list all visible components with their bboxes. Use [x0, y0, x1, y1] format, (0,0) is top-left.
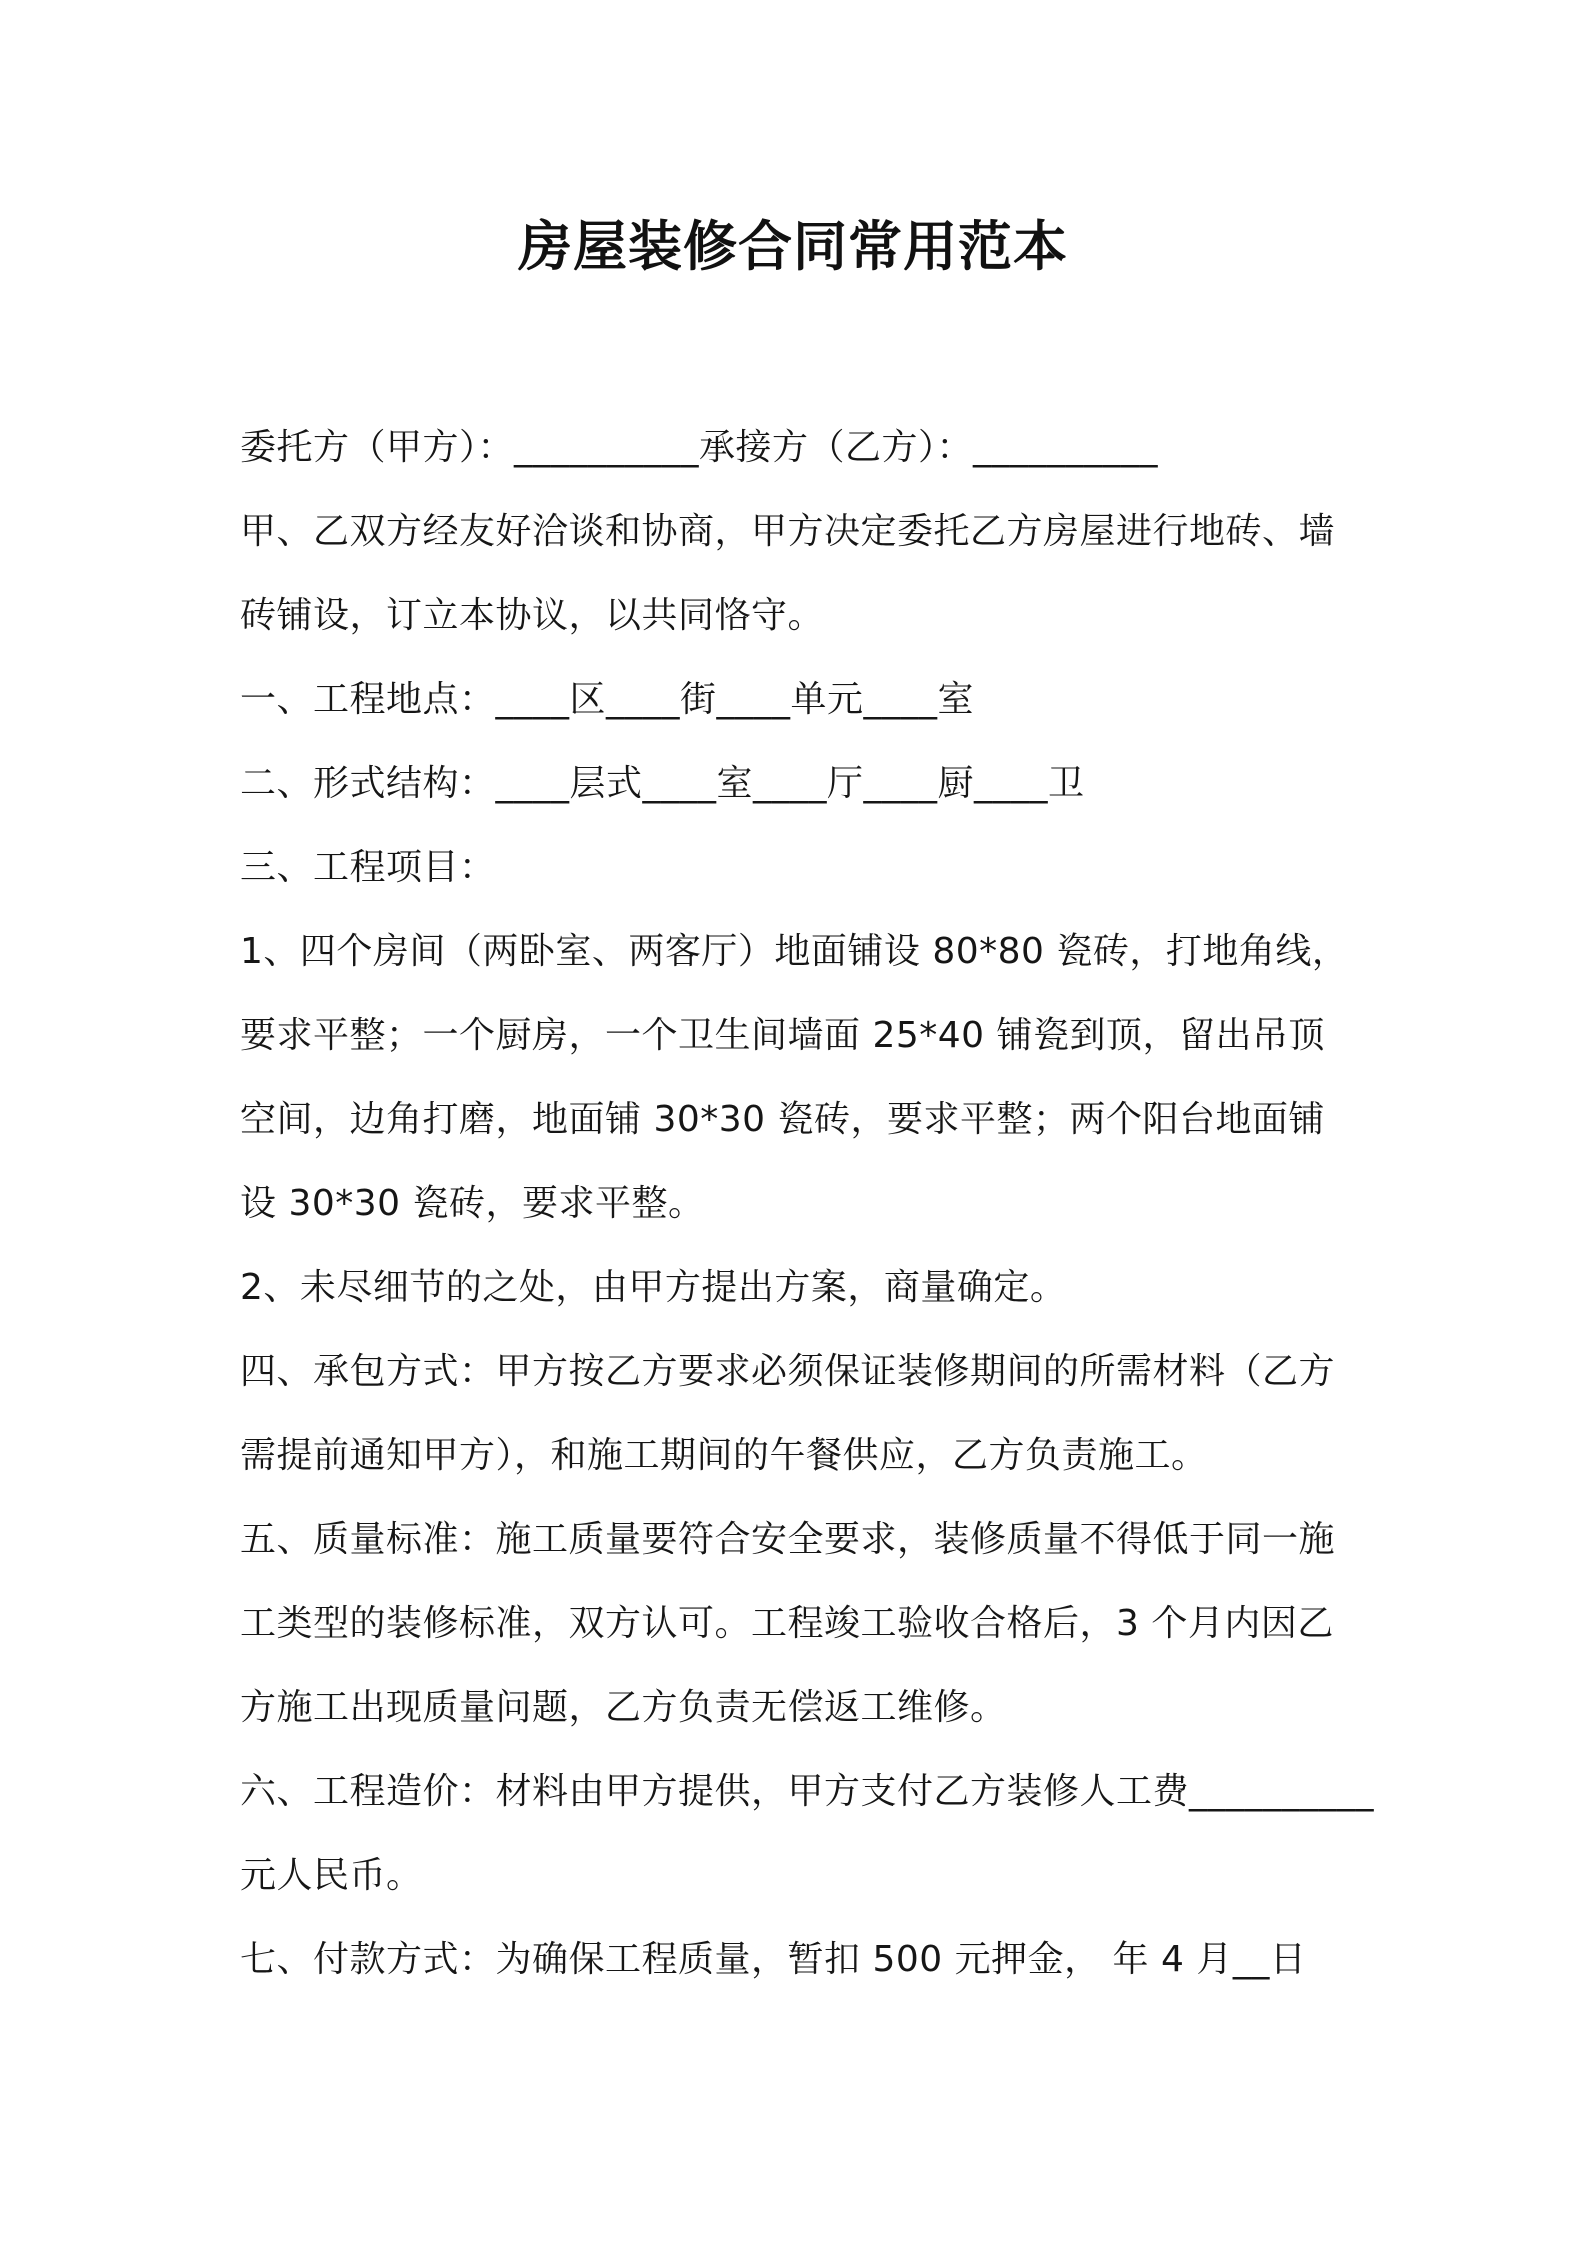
project-item-1-line-2: 要求平整；一个厨房，一个卫生间墙面 25*40 铺瓷到顶，留出吊顶	[240, 1015, 1326, 1056]
document-title: 房屋装修合同常用范本	[518, 215, 1068, 278]
intro-line-2: 砖铺设，订立本协议，以共同恪守。	[240, 595, 825, 636]
clause-contract-mode-line-2: 需提前通知甲方），和施工期间的午餐供应，乙方负责施工。	[240, 1435, 1208, 1476]
party-line: 委托方（甲方）：__________承接方（乙方）：__________	[240, 427, 1159, 468]
clause-payment-line-1: 七、付款方式：为确保工程质量，暂扣 500 元押金， 年 4 月__日	[240, 1939, 1307, 1980]
intro-line-1: 甲、乙双方经友好洽谈和协商，甲方决定委托乙方房屋进行地砖、墙	[240, 511, 1336, 552]
clause-quality-line-1: 五、质量标准：施工质量要符合安全要求，装修质量不得低于同一施	[240, 1519, 1336, 1560]
clause-quality-line-2: 工类型的装修标准，双方认可。工程竣工验收合格后，3 个月内因乙	[240, 1603, 1334, 1644]
clause-contract-mode-line-1: 四、承包方式：甲方按乙方要求必须保证装修期间的所需材料（乙方	[240, 1351, 1336, 1392]
clause-structure: 二、形式结构：____层式____室____厅____厨____卫	[240, 763, 1085, 804]
project-item-1-line-1: 1、四个房间（两卧室、两客厅）地面铺设 80*80 瓷砖，打地角线，	[240, 931, 1349, 972]
project-item-1-line-4: 设 30*30 瓷砖，要求平整。	[240, 1183, 705, 1224]
project-item-1-line-3: 空间，边角打磨，地面铺 30*30 瓷砖，要求平整；两个阳台地面铺	[240, 1099, 1326, 1140]
clause-quality-line-3: 方施工出现质量问题，乙方负责无偿返工维修。	[240, 1687, 1007, 1728]
clause-cost-line-1: 六、工程造价：材料由甲方提供，甲方支付乙方装修人工费__________	[240, 1771, 1375, 1812]
clause-project-heading: 三、工程项目：	[240, 847, 496, 888]
document-body	[240, 406, 1375, 2002]
project-item-2: 2、未尽细节的之处，由甲方提出方案，商量确定。	[240, 1267, 1067, 1308]
clause-location: 一、工程地点：____区____街____单元____室	[240, 679, 975, 720]
clause-cost-line-2: 元人民币。	[240, 1855, 423, 1896]
